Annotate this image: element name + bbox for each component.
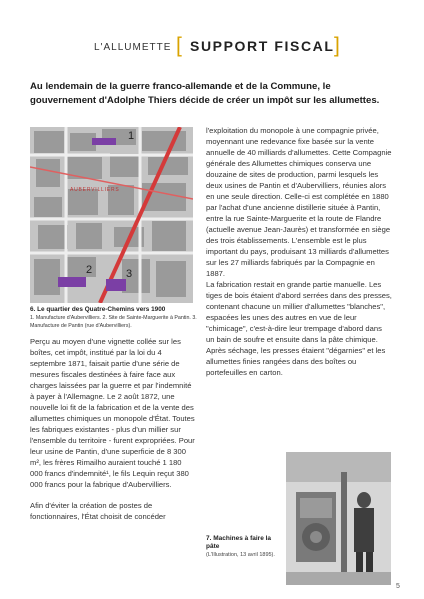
- lede-paragraph: Au lendemain de la guerre franco-allemande et de la Commune, le gouvernement d'Adolphe Thiers décide de créer un impôt sur les allumettes.: [30, 81, 380, 106]
- map-label-2: 2: [86, 264, 93, 276]
- right-paragraph-2: La fabrication restait en grande partie manuelle. Les tiges de bois étaient d'abord serrées dans des presses, contenant chacune un millier d'allumettes "blanches", espacées les unes des autres en vue de leur "chimicage", c'est-à-dire leur trempage d'abord dans un bain de soufre et ensuite dans la pâte chimique. Après séchage, les presses étaient "dégarnies" et les allumettes finies rangées dans des boîtes ou portefeuilles en carton.: [206, 280, 392, 377]
- left-column: [30, 336, 196, 532]
- header-bracket-right: ]: [334, 34, 340, 57]
- figure7-caption-source: (L'Illustration, 13 avril 1895).: [206, 552, 275, 558]
- header-bracket-left: [: [176, 34, 182, 57]
- map-drawing: [30, 127, 193, 303]
- figure6-caption-body: 1. Manufacture d'Aubervilliers. 2. Site de Sainte-Marguerite à Pantin. 3. Manufacture de Pantin (rue d'Aubervilliers).: [30, 315, 197, 329]
- page-number: 5: [396, 583, 400, 590]
- map-label-1: 1: [128, 130, 135, 142]
- machine-photo: [286, 452, 391, 585]
- figure6-caption-title: 6. Le quartier des Quatre-Chemins vers 1900: [30, 306, 166, 313]
- left-paragraph-1: Perçu au moyen d'une vignette collée sur les boîtes, cet impôt, institué par la loi du 4 septembre 1871, faisait partie d'une série de mesures fiscales destinées à faire face aux charges laissées par la guerre et par l'indemnité à payer à l'Allemagne. Le 2 août 1872, une nouvelle loi fit de la fabrication et de la vente des allumettes chimiques un monopole d'État. Toutes les fabriques existantes - plus d'un millier sur l'ensemble du territoire - furent expropriées. Pour leur usine de Pantin, d'une superficie de 8 300 m², les frères Rimailho auraient touché 1 180 000 francs d'indemnité¹, le fils Lequin reçut 380 000 francs pour la fabrique d'Aubervilliers.: [30, 337, 195, 489]
- site-marker-2: [58, 277, 86, 287]
- left-paragraph-2: Afin d'éviter la création de postes de fonctionnaires, l'État choisit de concéder: [30, 501, 166, 521]
- right-paragraph-1: l'exploitation du monopole à une compagnie privée, moyennant une redevance fixe basée sur la vente annuelle de 40 milliards d'allumettes. Cette Compagnie générale des Allumettes chimiques conserva une douzaine de sites de production, parmi lesquels les deux usines de Pantin et d'Aubervilliers, réunies alors en une seule direction. Celle-ci est complétée en 1880 par l'achat d'une ancienne distillerie située à Pantin, entre la rue Sainte-Marguerite et la route de Flandre (actuelle avenue Jean-Jaurès) et transformée en siège des trois établissements. L'ensemble est le plus important du pays, produisant 13 milliards d'allumettes sur les 27 milliards fabriqués par la Compagnie en 1887.: [206, 126, 392, 278]
- page-header: [90, 36, 350, 58]
- map-figure: [30, 127, 193, 303]
- figure7-caption: [206, 535, 284, 559]
- map-label-town: AUBERVILLIERS: [70, 187, 120, 193]
- machine-illustration: [286, 452, 391, 585]
- map-label-3: 3: [126, 268, 133, 280]
- header-small-title: L'ALLUMETTE: [94, 42, 172, 53]
- site-marker-3: [106, 279, 126, 291]
- header-big-title: SUPPORT FISCAL: [190, 38, 335, 54]
- site-marker-1: [92, 138, 116, 145]
- figure7-caption-title: 7. Machines à faire la pâte: [206, 535, 272, 550]
- right-column: [206, 125, 392, 388]
